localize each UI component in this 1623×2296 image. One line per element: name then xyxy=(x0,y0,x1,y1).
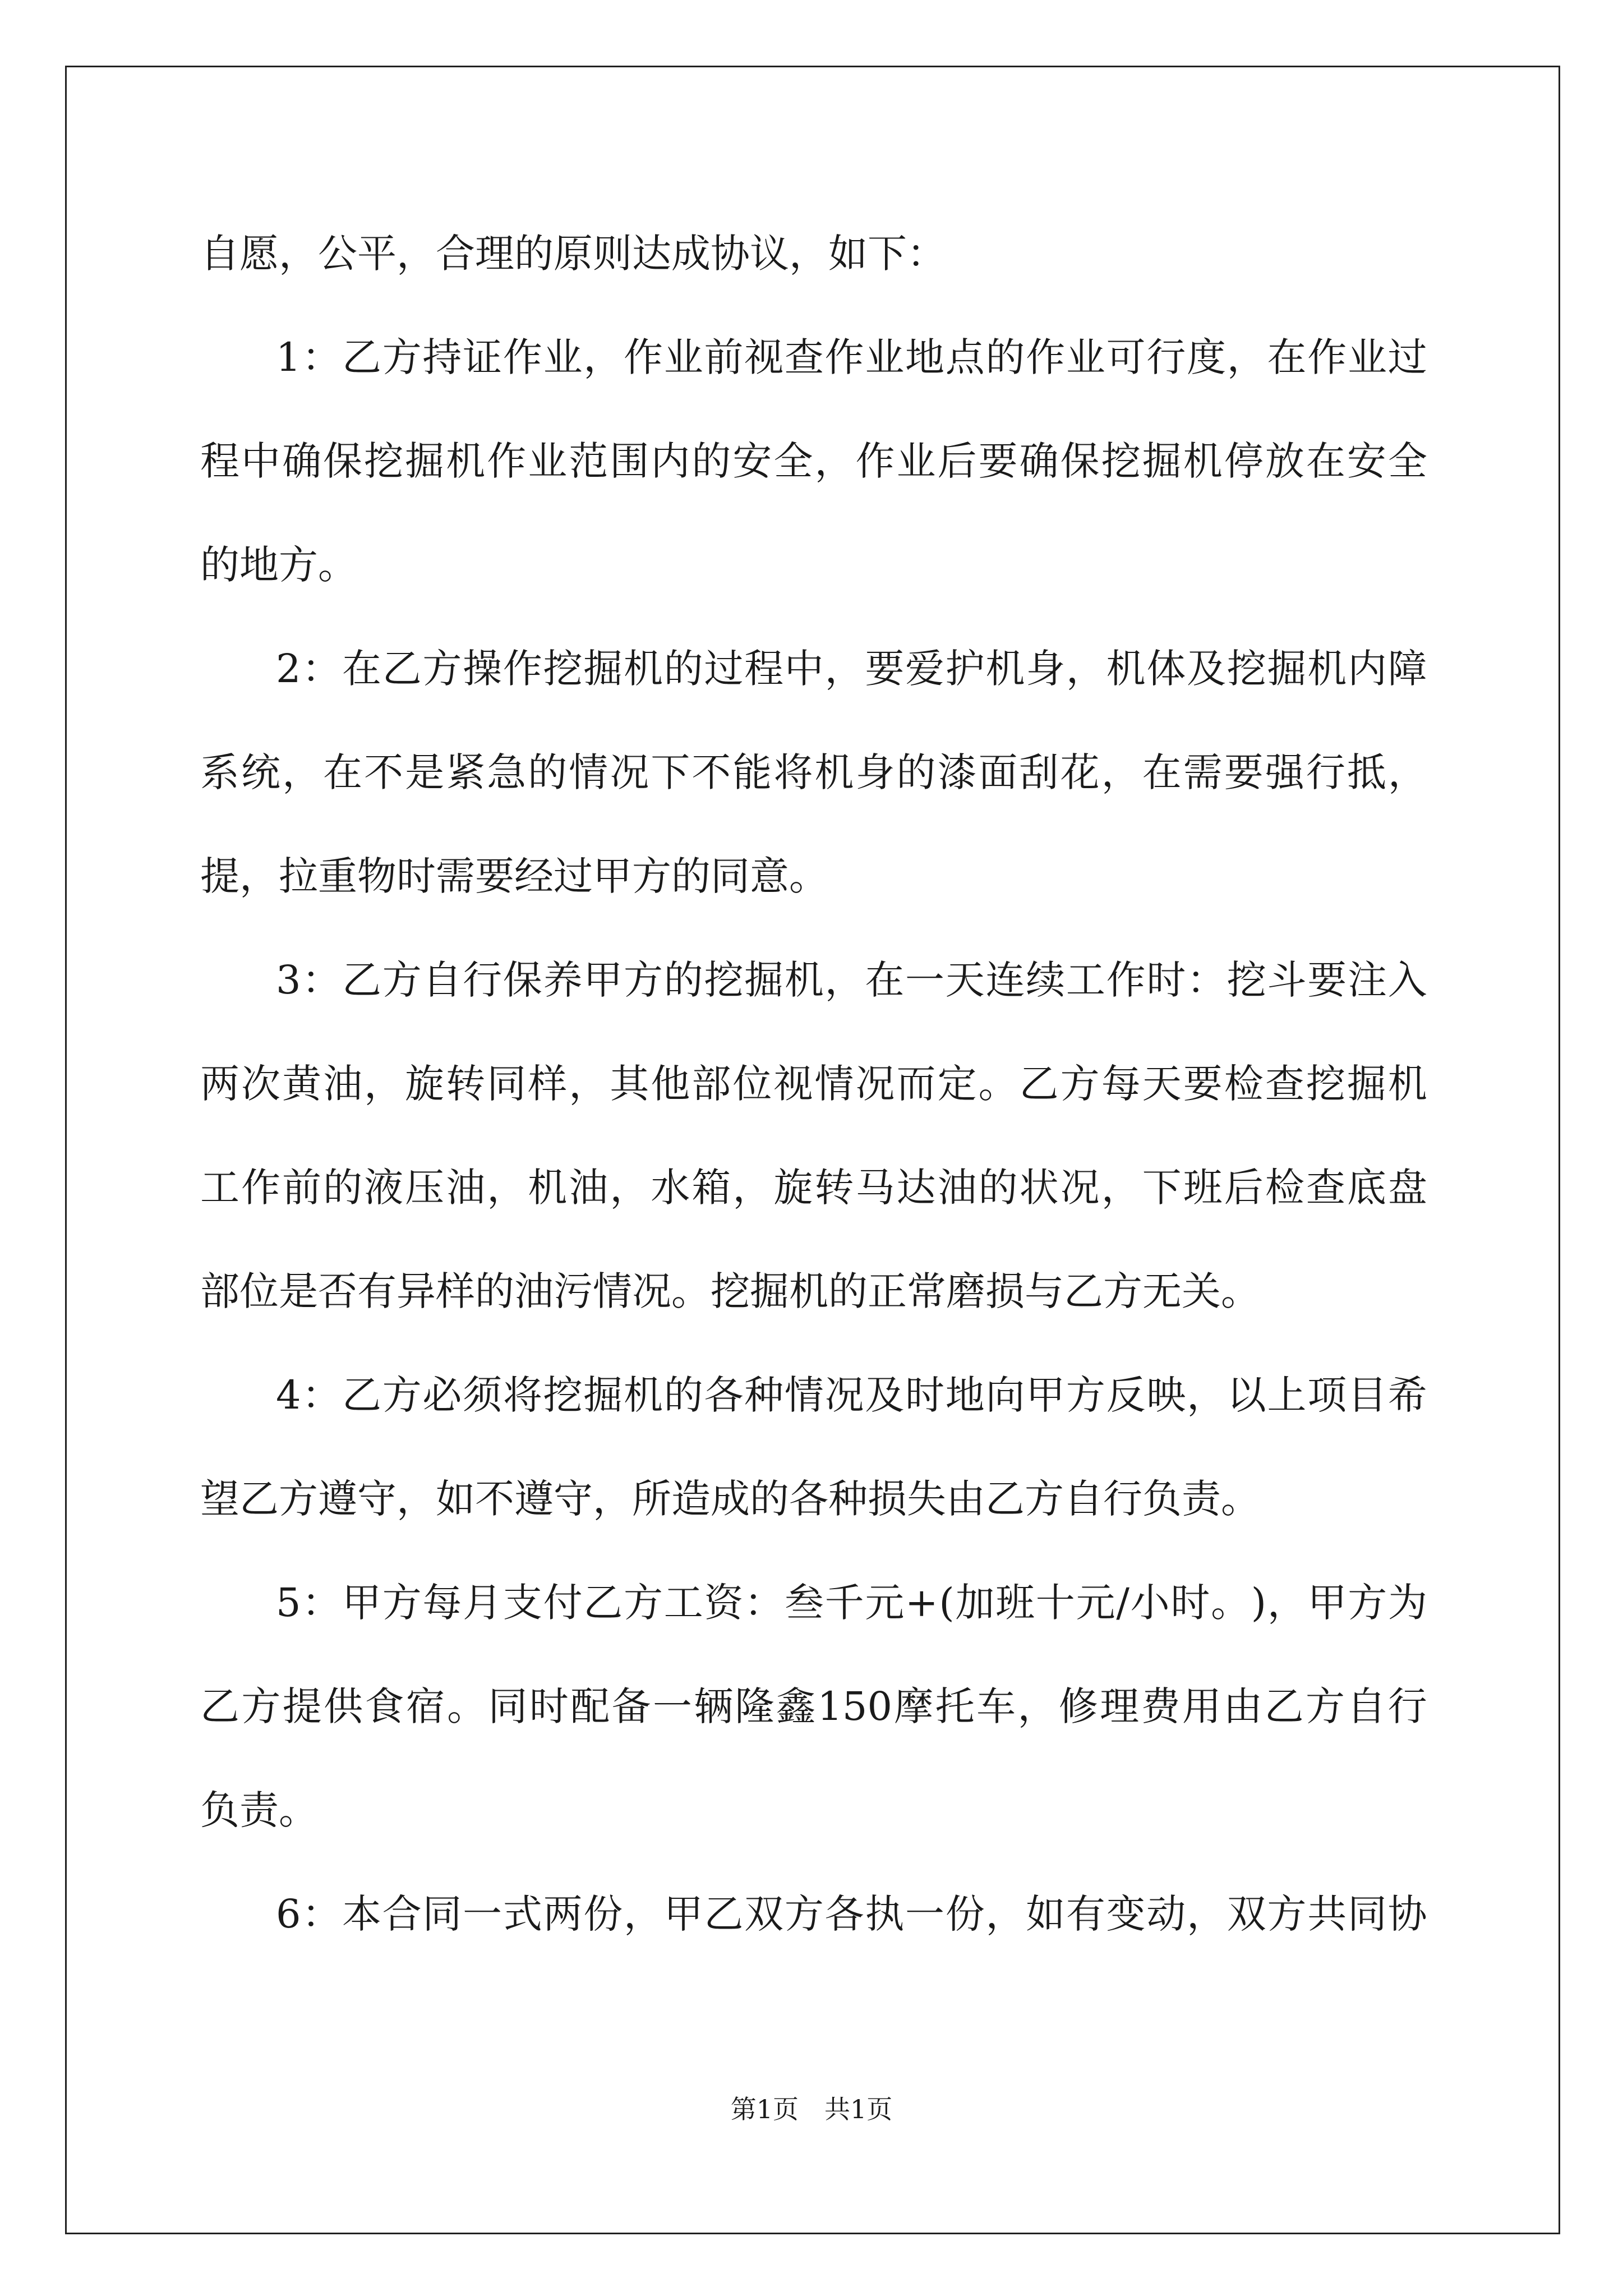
text-line: 4 ： 乙 方 必 须 将 挖 掘 机 的 各 种 情 况 及 时 地 向 甲 方 反 映 ， 以 上 项 目 希 xyxy=(276,1372,1427,1418)
text-line: 自 愿 ， 公 平 ， 合 理 的 原 则 达 成 协 议 ， 如 下 ： xyxy=(200,231,946,277)
text-line: 工 作 前 的 液 压 油 ， 机 油 ， 水 箱 ， 旋 转 马 达 油 的 状 况 ， 下 班 后 检 查 底 盘 xyxy=(200,1165,1427,1211)
text-line: 5 ： 甲 方 每 月 支 付 乙 方 工 资 ： 叁 千 元 + ( 加 班 十 元 / 小 时 。 ) ， 甲 方 为 xyxy=(276,1580,1427,1626)
text-line: 的 地 方 。 xyxy=(200,542,357,588)
page-footer: 第1页 共1页 xyxy=(730,2094,893,2124)
text-line: 系 统 ， 在 不 是 紧 急 的 情 况 下 不 能 将 机 身 的 漆 面 刮 花 ， 在 需 要 强 行 抵 ， xyxy=(200,749,1427,795)
text-line: 负 责 。 xyxy=(200,1787,318,1833)
text-line: 程 中 确 保 挖 掘 机 作 业 范 围 内 的 安 全 ， 作 业 后 要 确 保 挖 掘 机 停 放 在 安 全 xyxy=(200,438,1427,484)
text-line: 乙 方 提 供 食 宿 。 同 时 配 备 一 辆 隆 鑫 150 摩 托 车 ， 修 理 费 用 由 乙 方 自 行 xyxy=(200,1683,1427,1729)
text-line: 2 ： 在 乙 方 操 作 挖 掘 机 的 过 程 中 ， 要 爱 护 机 身 ， 机 体 及 挖 掘 机 内 障 xyxy=(276,646,1427,692)
document-body xyxy=(200,220,1427,1984)
text-line: 两 次 黄 油 ， 旋 转 同 样 ， 其 他 部 位 视 情 况 而 定 。 乙 方 每 天 要 检 查 挖 掘 机 xyxy=(200,1061,1427,1107)
text-line: 3 ： 乙 方 自 行 保 养 甲 方 的 挖 掘 机 ， 在 一 天 连 续 工 作 时 ： 挖 斗 要 注 入 xyxy=(276,957,1427,1003)
text-line: 1 ： 乙 方 持 证 作 业 ， 作 业 前 视 查 作 业 地 点 的 作 业 可 行 度 ， 在 作 业 过 xyxy=(276,334,1427,380)
text-line: 提 ， 拉 重 物 时 需 要 经 过 甲 方 的 同 意 。 xyxy=(200,853,828,899)
text-line: 望 乙 方 遵 守 ， 如 不 遵 守 ， 所 造 成 的 各 种 损 失 由 乙 方 自 行 负 责 。 xyxy=(200,1476,1260,1522)
text-line: 部 位 是 否 有 异 样 的 油 污 情 况 。 挖 掘 机 的 正 常 磨 损 与 乙 方 无 关 。 xyxy=(200,1268,1260,1314)
text-line: 6 ： 本 合 同 一 式 两 份 ， 甲 乙 双 方 各 执 一 份 ， 如 有 变 动 ， 双 方 共 同 协 xyxy=(276,1891,1427,1937)
